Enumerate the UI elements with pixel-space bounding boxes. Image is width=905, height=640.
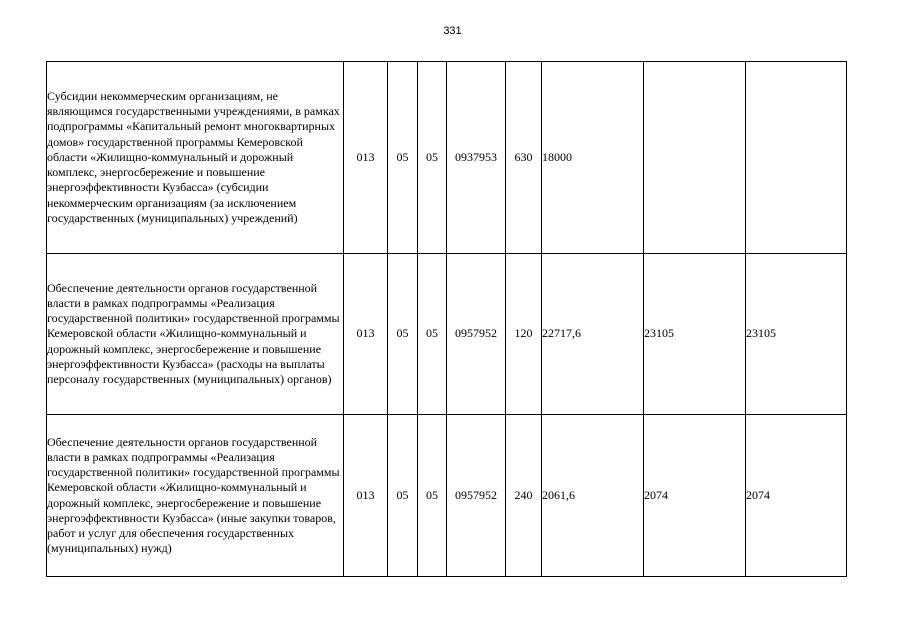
section-code: 05 xyxy=(388,415,418,577)
row-description: Субсидии некоммерческим организациям, не являющимся государственными учреждениями, в рамках подпрограммы «Капитальный ремонт многоквартирных домов» государственной программы Кемеровской области «Жилищно-коммунальный и дорожный комплекс, энергосбережение и повышение энергоэффективности Кузбасса» (субсидии некоммерческим организациям (за исключением государственных (муниципальных) учреждений) xyxy=(47,62,344,254)
amount-year-1: 2061,6 xyxy=(542,415,644,577)
table-row xyxy=(47,415,847,577)
expense-type-code: 240 xyxy=(506,415,542,577)
row-description: Обеспечение деятельности органов государственной власти в рамках подпрограммы «Реализация государственной политики» государственной программы Кемеровской области «Жилищно-коммунальный и дорожный комплекс, энергосбережение и повышение энергоэффективности Кузбасса» (иные закупки товаров, работ и услуг для обеспечения государственных (муниципальных) нужд) xyxy=(47,415,344,577)
ministry-code: 013 xyxy=(344,62,388,254)
expense-type-code: 120 xyxy=(506,254,542,415)
subsection-code: 05 xyxy=(418,254,447,415)
amount-year-1: 22717,6 xyxy=(542,254,644,415)
amount-year-2: 23105 xyxy=(644,254,746,415)
row-description: Обеспечение деятельности органов государственной власти в рамках подпрограммы «Реализация государственной политики» государственной программы Кемеровской области «Жилищно-коммунальный и дорожный комплекс, энергосбережение и повышение энергоэффективности Кузбасса» (расходы на выплаты персоналу государственных (муниципальных) органов) xyxy=(47,254,344,415)
section-code: 05 xyxy=(388,62,418,254)
expense-type-code: 630 xyxy=(506,62,542,254)
table-row xyxy=(47,254,847,415)
subsection-code: 05 xyxy=(418,415,447,577)
budget-table xyxy=(46,61,847,577)
amount-year-2: 2074 xyxy=(644,415,746,577)
amount-year-3 xyxy=(746,62,847,254)
ministry-code: 013 xyxy=(344,415,388,577)
amount-year-3: 23105 xyxy=(746,254,847,415)
target-article-code: 0957952 xyxy=(447,415,506,577)
section-code: 05 xyxy=(388,254,418,415)
amount-year-1: 18000 xyxy=(542,62,644,254)
subsection-code: 05 xyxy=(418,62,447,254)
amount-year-3: 2074 xyxy=(746,415,847,577)
target-article-code: 0937953 xyxy=(447,62,506,254)
page-number: 331 xyxy=(443,25,462,37)
target-article-code: 0957952 xyxy=(447,254,506,415)
ministry-code: 013 xyxy=(344,254,388,415)
table-row xyxy=(47,62,847,254)
amount-year-2 xyxy=(644,62,746,254)
